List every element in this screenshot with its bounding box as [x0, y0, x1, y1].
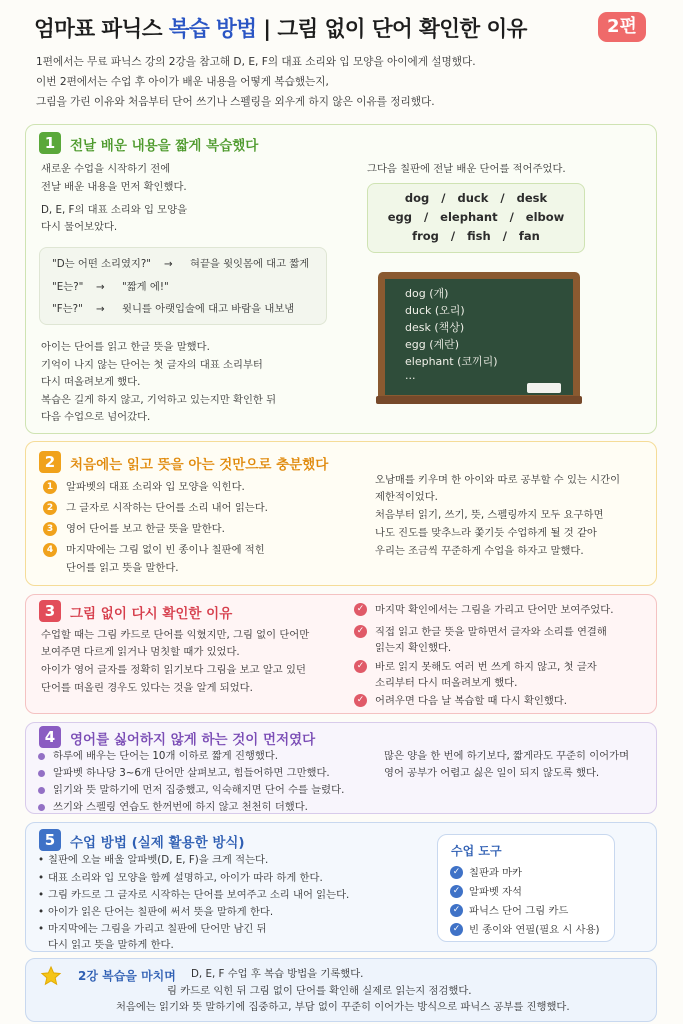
section-number: 2: [39, 451, 61, 473]
part-badge: 2편: [598, 12, 646, 42]
chalkboard-line: egg (계란): [405, 338, 460, 351]
check-icon: ✓: [354, 694, 367, 707]
body-text: 기억이 나지 않는 단어는 첫 글자의 대표 소리부터: [41, 359, 263, 371]
check-text: 직접 읽고 한글 뜻을 말하면서 글자와 소리를 연결해: [375, 626, 607, 638]
bullet-dot-icon: [38, 770, 45, 777]
section-title: 처음에는 읽고 뜻을 아는 것만으로 충분했다: [70, 457, 329, 473]
body-text: 새로운 수업을 시작하기 전에: [41, 163, 171, 175]
title-part-c: | 그림 없이 단어 확인한 이유: [256, 17, 527, 42]
intro-line: 이번 2편에서는 수업 후 아이가 배운 내용을 어떻게 복습했는지,: [36, 76, 329, 88]
bullet-text: 알파벳 하나당 3~6개 단어만 살펴보고, 힘들어하면 그만했다.: [53, 767, 330, 779]
method-item: 칠판에 오늘 배울 알파벳(D, E, F)을 크게 적는다.: [48, 854, 269, 866]
check-icon: ✓: [354, 625, 367, 638]
section-title: 그림 없이 다시 확인한 이유: [70, 606, 233, 622]
bullet-text: 하루에 배우는 단어는 10개 이하로 짧게 진행했다.: [53, 750, 279, 762]
title-highlight: 복습 방법: [168, 17, 257, 42]
quote-question: "D는 어떤 소리였지?": [52, 258, 152, 270]
body-text: 다음 수업으로 넘어갔다.: [41, 411, 151, 423]
summary-line: D, E, F 수업 후 복습 방법을 기록했다.: [191, 968, 364, 980]
step-number-icon: 3: [43, 522, 57, 536]
word-row: dog / duck / desk: [404, 191, 548, 205]
step-text: 마지막에는 그림 없이 빈 종이나 칠판에 적힌: [66, 544, 265, 556]
step-text: 영어 단어를 보고 한글 뜻을 말한다.: [66, 523, 225, 535]
check-icon: ✓: [450, 885, 463, 898]
title-part-a: 엄마표 파닉스: [34, 17, 169, 42]
step-number-icon: 2: [43, 501, 57, 515]
body-text: 복습은 길게 하지 않고, 기억하고 있는지만 확인한 뒤: [41, 394, 277, 406]
section-title: 영어를 싫어하지 않게 하는 것이 먼저였다: [70, 732, 316, 748]
method-item: 그림 카드로 그 글자로 시작하는 단어를 보여주고 소리 내어 읽는다.: [48, 889, 350, 901]
step-text: 그 글자로 시작하는 단어를 소리 내어 읽는다.: [66, 502, 268, 514]
bullet-dot-icon: •: [38, 854, 45, 866]
arrow-icon: →: [96, 281, 105, 293]
step-text: 알파벳의 대표 소리와 입 모양을 익힌다.: [66, 481, 245, 493]
body-text: 다시 물어보았다.: [41, 221, 118, 233]
check-icon: ✓: [354, 660, 367, 673]
method-item: 대표 소리와 입 모양을 함께 설명하고, 아이가 따라 하게 한다.: [48, 872, 323, 884]
bullet-dot-icon: [38, 787, 45, 794]
body-text: 아이가 영어 글자를 정확히 읽기보다 그림을 보고 알고 있던: [41, 664, 306, 676]
body-text: 많은 양을 한 번에 하기보다, 짧게라도 꾸준히 이어가며: [384, 750, 630, 762]
body-text: 오남매를 키우며 한 아이와 따로 공부할 수 있는 시간이: [375, 474, 621, 486]
bullet-dot-icon: [38, 753, 45, 760]
body-text: 아이는 단어를 읽고 한글 뜻을 말했다.: [41, 341, 210, 353]
chalkboard-line: duck (오리): [405, 304, 465, 317]
bullet-dot-icon: [38, 804, 45, 811]
body-text: 전날 배운 내용을 먼저 확인했다.: [41, 181, 187, 193]
bullet-dot-icon: •: [38, 923, 45, 935]
quote-question: "F는?": [52, 303, 83, 315]
method-item: 다시 읽고 뜻을 말하게 한다.: [48, 939, 174, 951]
bullet-dot-icon: •: [38, 889, 45, 901]
chalkboard-line: elephant (코끼리): [405, 355, 498, 368]
quote-question: "E는?": [52, 281, 84, 293]
check-icon: ✓: [450, 866, 463, 879]
star-icon: [40, 965, 62, 987]
tool-item: 파닉스 단어 그림 카드: [469, 905, 569, 917]
body-text: 그다음 칠판에 전날 배운 단어를 적어주었다.: [367, 163, 566, 175]
chalk-tray: [376, 396, 582, 404]
quote-answer: 혀끝을 윗잇몸에 대고 짧게: [190, 258, 310, 270]
bullet-dot-icon: •: [38, 872, 45, 884]
step-number-icon: 4: [43, 543, 57, 557]
bullet-dot-icon: •: [38, 906, 45, 918]
body-text: 보여주면 다르게 읽거나 멈칫할 때가 있었다.: [41, 646, 240, 658]
tools-title: 수업 도구: [451, 844, 502, 858]
body-text: D, E, F의 대표 소리와 입 모양을: [41, 204, 188, 216]
body-text: 제한적이었다.: [375, 491, 438, 503]
step-text: 단어를 읽고 뜻을 말한다.: [66, 562, 179, 574]
quote-answer: 윗니를 아랫입술에 대고 바람을 내보냄: [122, 303, 295, 315]
chalkboard-line: desk (책상): [405, 321, 465, 334]
bullet-text: 읽기와 뜻 말하기에 먼저 집중했고, 익숙해지면 단어 수를 늘렸다.: [53, 784, 345, 796]
intro-line: 1편에서는 무료 파닉스 강의 2강을 참고해 D, E, F의 대표 소리와 입 모양을 아이에게 설명했다.: [36, 56, 476, 68]
body-text: 단어를 떠올린 경우도 있다는 것을 알게 되었다.: [41, 682, 253, 694]
method-item: 마지막에는 그림을 가리고 칠판에 단어만 남긴 뒤: [48, 923, 267, 935]
body-text: 처음부터 읽기, 쓰기, 뜻, 스펠링까지 모두 요구하면: [375, 509, 604, 521]
tool-item: 알파벳 자석: [469, 886, 523, 898]
check-icon: ✓: [450, 904, 463, 917]
section-title: 전날 배운 내용을 짧게 복습했다: [70, 138, 259, 154]
check-text: 어려우면 다음 날 복습할 때 다시 확인했다.: [375, 695, 568, 707]
step-number-icon: 1: [43, 480, 57, 494]
summary-line: 림 카드로 익힌 뒤 그림 없이 단어를 확인해 실제로 읽는지 점검했다.: [167, 985, 472, 997]
arrow-icon: →: [164, 258, 173, 270]
body-text: 영어 공부가 어렵고 싫은 일이 되지 않도록 했다.: [384, 767, 600, 779]
arrow-icon: →: [96, 303, 105, 315]
body-text: 나도 진도를 맞추느라 쫓기듯 수업하게 될 것 같아: [375, 527, 597, 539]
quote-answer: "짧게 에!": [122, 281, 169, 293]
tool-item: 빈 종이와 연필(필요 시 사용): [469, 924, 600, 936]
check-icon: ✓: [450, 923, 463, 936]
tool-item: 칠판과 마카: [469, 867, 523, 879]
chalkboard-line: dog (개): [405, 287, 449, 300]
summary-title: 2강 복습을 마치며: [78, 969, 176, 983]
chalkboard-line: ...: [405, 369, 416, 382]
section-number: 4: [39, 726, 61, 748]
page-title: [34, 12, 527, 43]
body-text: 수업할 때는 그림 카드로 단어를 익혔지만, 그림 없이 단어만: [41, 629, 310, 641]
bullet-text: 쓰기와 스펠링 연습도 한꺼번에 하지 않고 천천히 더했다.: [53, 801, 308, 813]
summary-line: 처음에는 읽기와 뜻 말하기에 집중하고, 부담 없이 꾸준히 이어가는 방식으로 파닉스 공부를 진행했다.: [116, 1001, 570, 1013]
body-text: 우리는 조금씩 꾸준하게 수업을 하자고 말했다.: [375, 545, 584, 557]
method-item: 아이가 읽은 단어는 칠판에 써서 뜻을 말하게 한다.: [48, 906, 274, 918]
check-icon: ✓: [354, 603, 367, 616]
check-text: 읽는지 확인했다.: [375, 642, 452, 654]
body-text: 다시 떠올려보게 했다.: [41, 376, 141, 388]
check-text: 바로 읽지 못해도 여러 번 쓰게 하지 않고, 첫 글자: [375, 661, 597, 673]
section-number: 1: [39, 132, 61, 154]
section-title: 수업 방법 (실제 활용한 방식): [70, 835, 245, 851]
eraser-icon: [527, 383, 561, 393]
intro-line: 그림을 가린 이유와 처음부터 단어 쓰기나 스펠링을 외우게 하지 않은 이유를 정리했다.: [36, 96, 435, 108]
check-text: 마지막 확인에서는 그림을 가리고 단어만 보여주었다.: [375, 604, 614, 616]
word-list-box: [367, 183, 585, 253]
section-number: 5: [39, 829, 61, 851]
check-text: 소리부터 다시 떠올려보게 했다.: [375, 677, 518, 689]
word-row: egg / elephant / elbow: [387, 210, 565, 224]
word-row: frog / fish / fan: [412, 229, 540, 243]
section-number: 3: [39, 600, 61, 622]
